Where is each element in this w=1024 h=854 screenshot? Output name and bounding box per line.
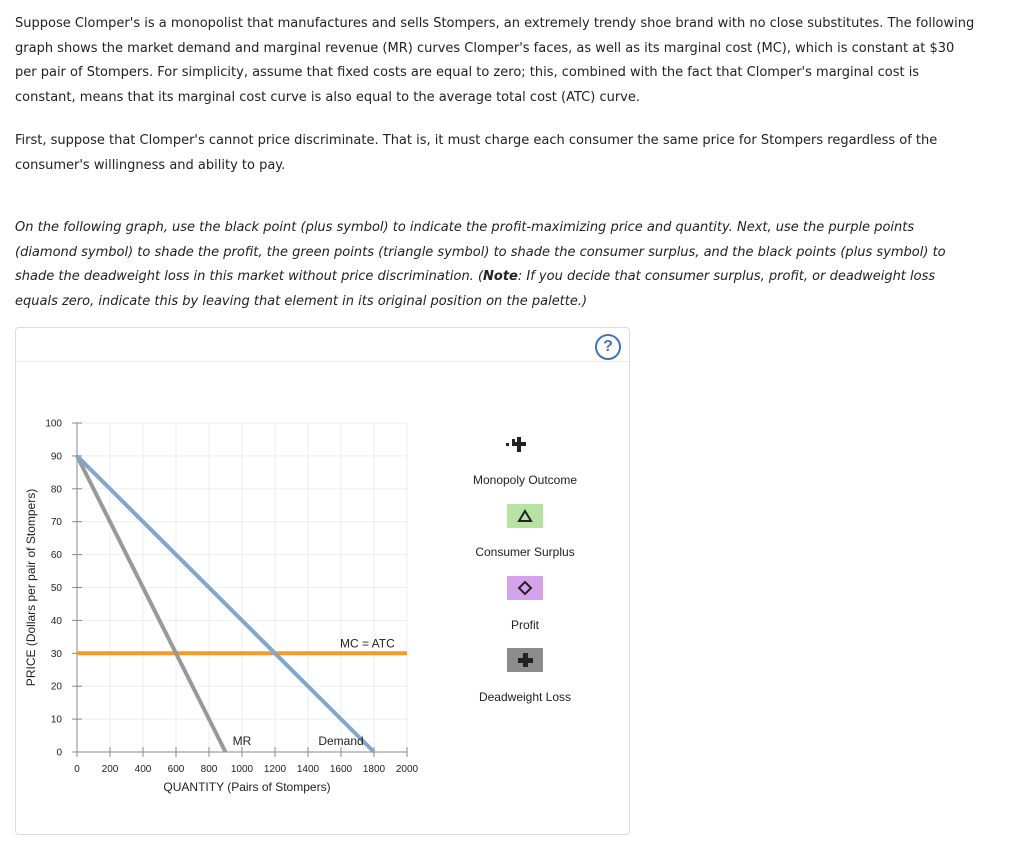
mr-curve [77, 456, 226, 752]
x-tick-label: 400 [134, 764, 152, 775]
y-tick-label: 10 [50, 714, 62, 726]
instruction-text-b: : If you decide that consumer surplus, profit, or deadweight loss equals zero, indicate this by leaving that element in its original position on the palette.) [15, 269, 936, 309]
question-paragraph-3 [15, 216, 975, 314]
x-tick-label: 0 [74, 764, 80, 775]
note-label: Note [483, 269, 518, 284]
deadweight-loss-label: Deadweight Loss [478, 690, 572, 704]
x-tick-label: 1800 [362, 764, 386, 775]
x-tick-label: 1200 [263, 764, 287, 775]
mc-atc-series-label: MC = ATC [340, 636, 395, 651]
y-tick-label: 60 [50, 550, 62, 562]
x-tick-label: 600 [167, 764, 185, 775]
y-tick-label: 70 [50, 517, 62, 529]
x-tick-label: 1400 [296, 764, 320, 775]
x-tick-label: 1000 [230, 764, 254, 775]
y-tick-label: 80 [50, 484, 62, 496]
mr-series-label: MR [232, 734, 252, 748]
triangle-icon [507, 504, 543, 528]
y-tick-label: 90 [50, 451, 62, 463]
plus-point-icon [503, 431, 533, 457]
x-tick-label: 800 [200, 764, 218, 775]
demand-series-label: Demand [318, 734, 364, 748]
y-tick-label: 20 [50, 681, 62, 693]
y-tick-label: 40 [50, 615, 62, 627]
diamond-icon [507, 576, 543, 600]
question-paragraph-1: Suppose Clomper's is a monopolist that manufactures and sells Stompers, an extremely trendy shoe brand with no close substitutes. The following graph shows the market demand and marginal revenue (MR) curves Clomper's faces, as well as its marginal cost (MC), which is constant at $30 per pair of Stompers. For simplicity, assume that fixed costs are equal to zero; this, combined with the fact that Clomper's marginal cost is constant, means that its marginal cost curve is also equal to the average total cost (ATC) curve. [15, 16, 975, 105]
y-tick-label: 0 [56, 747, 62, 759]
deadweight-loss-tool[interactable] [507, 648, 543, 672]
monopoly-outcome-label: Monopoly Outcome [472, 473, 578, 487]
profit-label: Profit [510, 618, 539, 632]
y-tick-label: 100 [45, 418, 62, 430]
x-axis-label: QUANTITY (Pairs of Stompers) [163, 780, 331, 794]
help-icon[interactable]: ? [595, 334, 621, 360]
y-tick-label: 50 [50, 583, 62, 594]
graph-panel [15, 327, 630, 835]
question-paragraph-2: First, suppose that Clomper's cannot price discriminate. That is, it must charge each consumer the same price for Stompers regardless of the consumer's willingness and ability to pay. [15, 133, 938, 173]
instruction-text-a: On the following graph, use the black point (plus symbol) to indicate the profit-maximizing price and quantity. Next, use the purple points (diamond symbol) to shade the profit, the green points (triangle symbol) to shade the consumer surplus, and the black points (plus symbol) to shade the deadweight loss in this market without price discrimination. ( [15, 220, 946, 284]
demand-curve [77, 456, 374, 752]
plus-icon [507, 648, 543, 672]
consumer-surplus-tool[interactable] [507, 504, 543, 528]
consumer-surplus-label: Consumer Surplus [475, 545, 575, 559]
y-tick-label: 30 [50, 648, 62, 660]
profit-tool[interactable] [507, 576, 543, 600]
y-axis-label: PRICE (Dollars per pair of Stompers) [24, 488, 38, 687]
x-tick-label: 2000 [395, 764, 419, 775]
x-tick-label: 200 [101, 764, 119, 775]
x-tick-label: 1600 [329, 764, 353, 775]
monopoly-outcome-tool[interactable] [503, 431, 533, 457]
